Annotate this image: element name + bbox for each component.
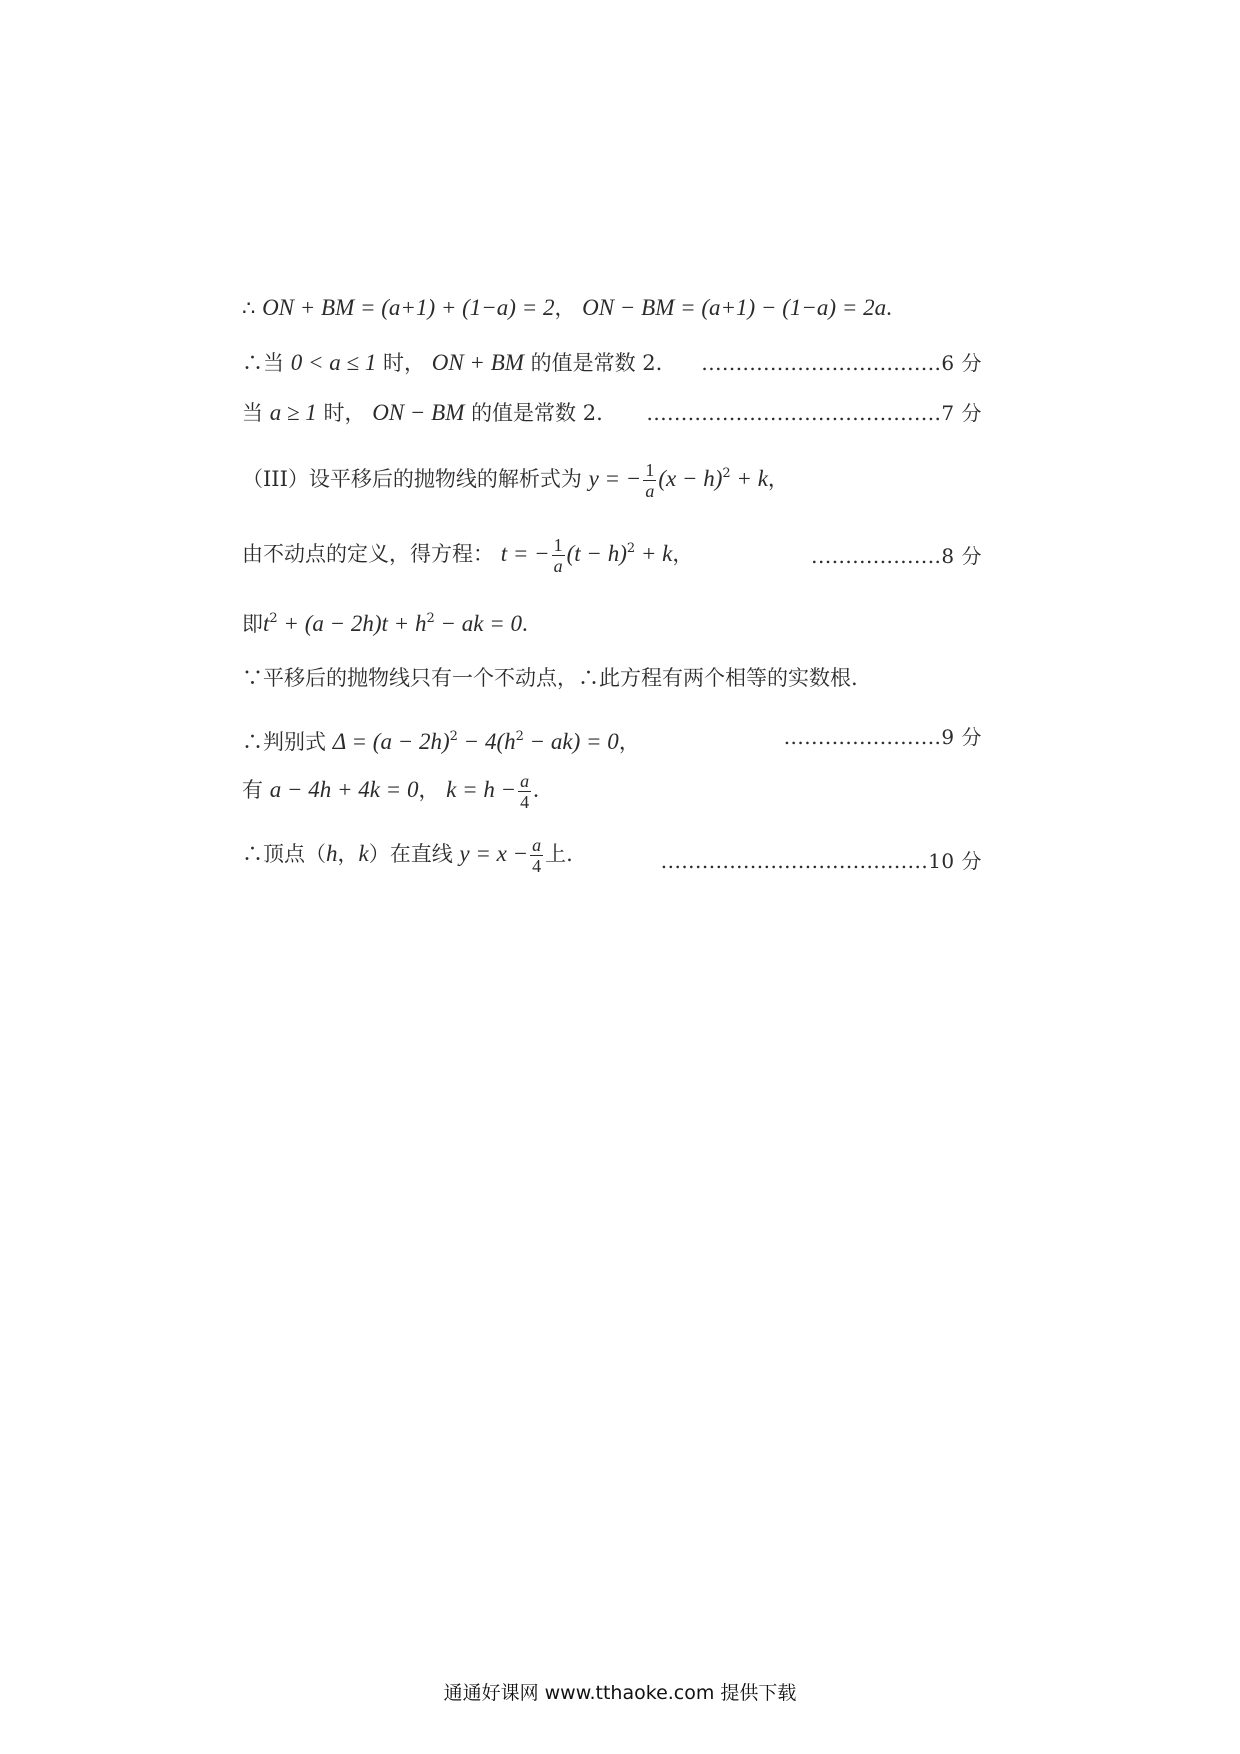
- text: ∴顶点（: [242, 842, 326, 866]
- fraction-numerator: a: [520, 771, 530, 791]
- text: 时，: [383, 351, 426, 375]
- equation-difference: ON − BM = (a+1) − (1−a) = 2a: [582, 295, 887, 320]
- solution-line-2: [242, 348, 982, 378]
- score-marker: .......................9 分: [783, 725, 982, 749]
- condition: 0 < a ≤ 1: [290, 350, 377, 375]
- comma: ，: [618, 730, 640, 754]
- text: ）在直线: [368, 842, 453, 866]
- expression: k = h −: [446, 777, 517, 802]
- comma: ，: [672, 542, 694, 566]
- expression: − ak) = 0: [523, 729, 619, 754]
- score-marker: ...................................6 分: [701, 351, 982, 375]
- variable: h: [326, 841, 338, 866]
- exponent: 2: [722, 466, 731, 481]
- period: .: [521, 611, 528, 636]
- period: .: [886, 295, 892, 320]
- exponent: 2: [269, 611, 278, 626]
- solution-line-8: [242, 722, 982, 757]
- expression: Δ = (a − 2h): [332, 729, 450, 754]
- separator: ，: [337, 842, 359, 866]
- exponent: 2: [426, 611, 435, 626]
- comma: ，: [767, 467, 789, 491]
- text: 有: [242, 778, 263, 802]
- expression: ON − BM: [372, 400, 465, 425]
- fraction-numerator: 1: [553, 535, 563, 555]
- text: 当: [242, 401, 263, 425]
- variable: k: [358, 841, 369, 866]
- fraction: [530, 835, 543, 876]
- solution-line-10: [242, 832, 982, 876]
- solution-line-6: [242, 604, 982, 639]
- text: ∵平移后的抛物线只有一个不动点，∴此方程有两个相等的实数根.: [242, 666, 858, 690]
- fraction-denominator: 4: [520, 792, 530, 812]
- exponent: 2: [449, 729, 458, 744]
- text: 的值是常数 2.: [530, 351, 663, 375]
- separator: ，: [418, 778, 440, 802]
- expression: + (a − 2h)t + h: [277, 611, 427, 636]
- score-marker: ...........................................7 分: [646, 401, 982, 425]
- expression: t: [263, 611, 270, 636]
- text: 时，: [323, 401, 366, 425]
- solution-line-3: [242, 398, 982, 428]
- score-marker: ...................8 分: [811, 544, 982, 568]
- text: 由不动点的定义，得方程：: [242, 542, 494, 566]
- fraction-denominator: 4: [532, 856, 542, 876]
- expression: − ak = 0: [434, 611, 522, 636]
- solution-line-7: [242, 663, 982, 693]
- expression: (t − h): [566, 541, 627, 566]
- expression: + k: [635, 541, 673, 566]
- separator: ，: [554, 296, 576, 320]
- fraction-denominator: a: [553, 556, 563, 576]
- expression: ON + BM: [431, 350, 524, 375]
- footer-watermark: 通通好课网 www.tthaoke.com 提供下载: [443, 1682, 797, 1704]
- fraction-denominator: a: [645, 481, 655, 501]
- text: ∴判别式: [242, 730, 326, 754]
- period: .: [533, 777, 539, 802]
- text: 即: [242, 612, 263, 636]
- fraction: [518, 771, 531, 812]
- expression: + k: [730, 466, 768, 491]
- text: ∴当: [242, 351, 284, 375]
- expression: a − 4h + 4k = 0: [269, 777, 419, 802]
- expression: y = −: [588, 466, 642, 491]
- text: （III）设平移后的抛物线的解析式为: [242, 467, 582, 491]
- expression: − 4(h: [457, 729, 516, 754]
- solution-line-4: [242, 452, 982, 501]
- fraction: [552, 535, 565, 576]
- expression: (x − h): [658, 466, 723, 491]
- condition: a ≥ 1: [269, 400, 317, 425]
- solution-line-5: [242, 527, 982, 576]
- solution-line-1: [242, 293, 982, 323]
- fraction-numerator: a: [532, 835, 542, 855]
- expression: t = −: [500, 541, 550, 566]
- text: 的值是常数 2.: [471, 401, 603, 425]
- exponent: 2: [626, 541, 636, 556]
- therefore-symbol: ∴: [242, 296, 256, 320]
- expression: y = x −: [459, 841, 529, 866]
- text: 上.: [545, 842, 573, 866]
- equation-sum: ON + BM = (a+1) + (1−a) = 2: [262, 295, 555, 320]
- solution-line-9: [242, 768, 982, 812]
- score-marker: .......................................10 分: [660, 849, 982, 873]
- exponent: 2: [515, 729, 524, 744]
- fraction-numerator: 1: [645, 460, 655, 480]
- fraction: [643, 460, 656, 501]
